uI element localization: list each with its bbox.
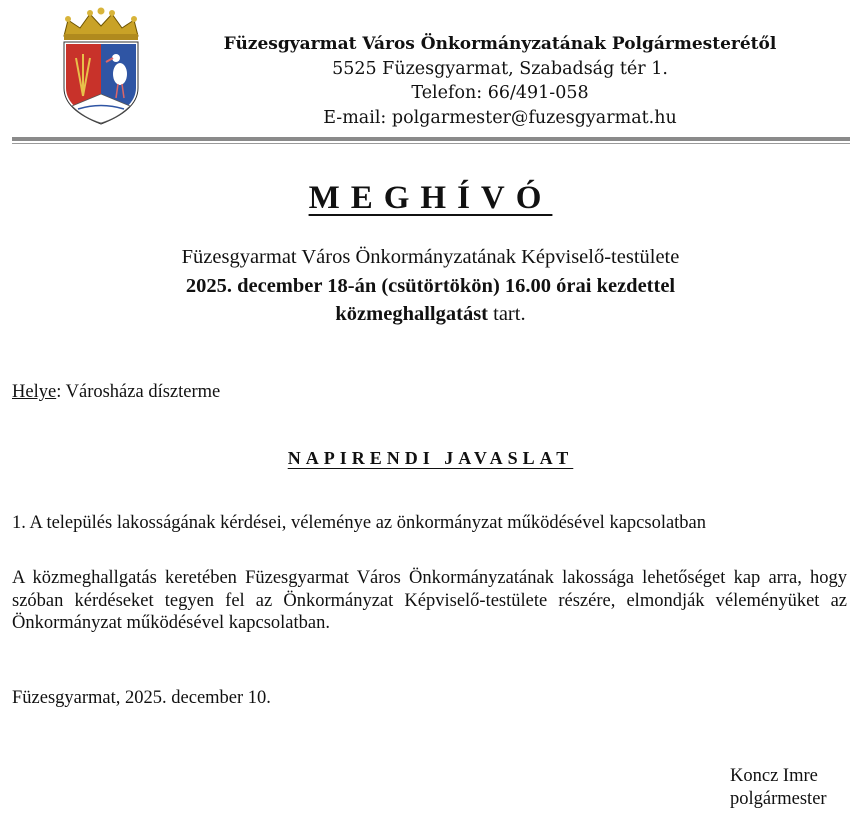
signatory-role: polgármester	[730, 789, 827, 809]
venue-separator: :	[56, 382, 66, 402]
invitation-intro	[0, 243, 861, 329]
intro-line-3-rest: tart.	[488, 303, 526, 325]
intro-event-type: közmeghallgatást	[335, 303, 489, 325]
letterhead	[150, 32, 850, 130]
header-divider-thin	[12, 143, 850, 144]
agenda-title: NAPIRENDI JAVASLAT	[287, 448, 574, 468]
document-title: MEGHÍVÓ	[308, 180, 553, 216]
venue-line	[12, 382, 220, 403]
signature-block	[730, 765, 827, 811]
agenda-item: 1. A település lakosságának kérdései, véleménye az önkormányzat működésével kapcsolatban	[12, 513, 707, 533]
header-divider	[12, 137, 850, 141]
issuer-address: 5525 Füzesgyarmat, Szabadság tér 1.	[332, 58, 668, 79]
dateline: Füzesgyarmat, 2025. december 10.	[12, 688, 271, 708]
coat-of-arms-icon	[58, 6, 144, 126]
signatory-name: Koncz Imre	[730, 766, 818, 786]
intro-line-2: 2025. december 18-án (csütörtökön) 16.00 órai kezdettel	[185, 274, 676, 297]
venue-label: Helye	[12, 382, 57, 402]
issuer-name: Füzesgyarmat Város Önkormányzatának Polgármesterétől	[223, 34, 777, 54]
intro-line-1: Füzesgyarmat Város Önkormányzatának Képviselő-testülete	[181, 246, 680, 268]
body-paragraph: A közmeghallgatás keretében Füzesgyarmat Város Önkormányzatának lakossága lehetőséget kap arra, hogy szóban kérdéseket tegyen fel az Önkormányzat Képviselő-testülete részére, elmondják véleményüket az Önkormányzat működésével kapcsolatban.	[12, 568, 847, 633]
intro-line-3	[0, 300, 861, 329]
issuer-phone: Telefon: 66/491-058	[411, 83, 589, 103]
issuer-email: E-mail: polgarmester@fuzesgyarmat.hu	[323, 107, 677, 128]
venue-value: Városháza díszterme	[65, 382, 221, 402]
